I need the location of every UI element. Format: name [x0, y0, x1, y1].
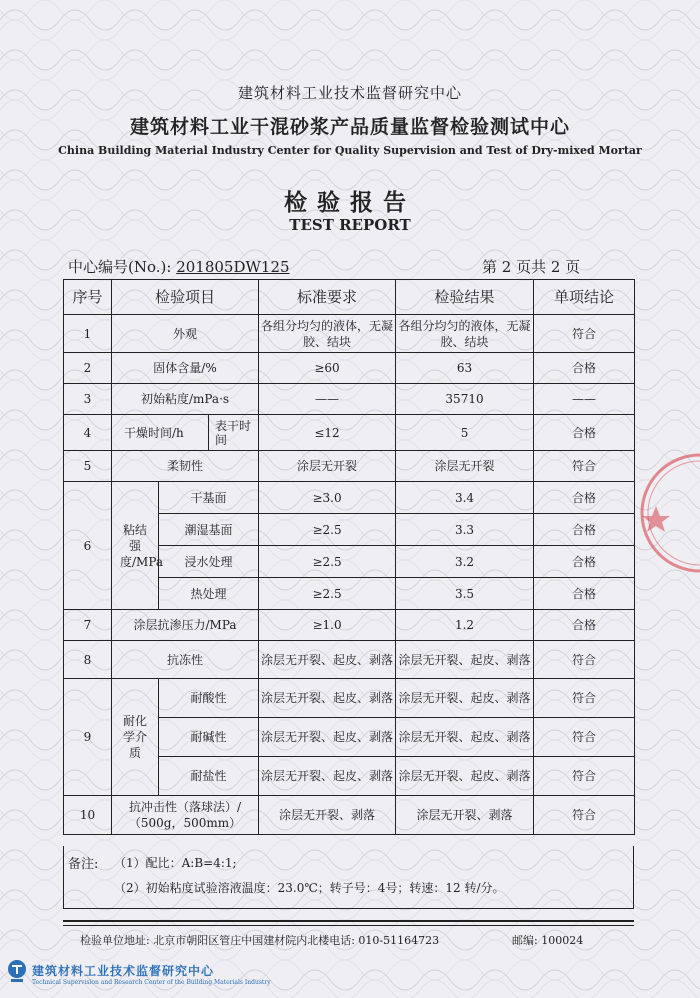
table-row	[64, 451, 635, 482]
result: 1.2	[396, 610, 534, 641]
footer-divider-thin	[63, 925, 634, 926]
table-row	[64, 482, 635, 514]
test-results-table	[63, 279, 635, 835]
result: 涂层无开裂、起皮、剥落	[396, 718, 534, 757]
center-name-english: China Building Material Industry Center for Quality Supervision and Test of Dry-mixed Mortar	[58, 144, 642, 157]
result: 3.3	[396, 514, 534, 546]
test-item	[112, 415, 259, 451]
conclusion: 符合	[534, 757, 635, 796]
table-row	[64, 353, 635, 384]
row-number: 1	[64, 315, 112, 353]
requirement: ≥3.0	[259, 482, 396, 514]
org-logo-icon	[6, 958, 28, 984]
row-number: 7	[64, 610, 112, 641]
row-number: 6	[64, 482, 112, 610]
sub-item: 表干时间	[208, 414, 258, 451]
requirement: ≤12	[259, 415, 396, 451]
conclusion: 符合	[534, 679, 635, 718]
requirement: 涂层无开裂、起皮、剥落	[259, 718, 396, 757]
report-title-english: TEST REPORT	[289, 216, 411, 234]
requirement: ≥1.0	[259, 610, 396, 641]
requirement: 涂层无开裂、剥落	[259, 796, 396, 835]
requirement: ≥60	[259, 353, 396, 384]
result: 35710	[396, 384, 534, 415]
conclusion: 合格	[534, 482, 635, 514]
test-item: 涂层抗渗压力/MPa	[112, 610, 259, 641]
row-number: 4	[64, 415, 112, 451]
row-number: 8	[64, 641, 112, 679]
row-number: 2	[64, 353, 112, 384]
result: 各组分均匀的液体，无凝胶、结块	[396, 315, 534, 353]
test-item: 耐化学介质	[112, 679, 159, 796]
requirement: ≥2.5	[259, 578, 396, 610]
table-row	[64, 384, 635, 415]
remark-line: （2）初始粘度试验溶液温度：23.0℃；转子号：4号；转速：12 转/分。	[114, 881, 505, 895]
footer-address: 检验单位地址: 北京市朝阳区管庄中国建材院内北楼电话: 010-51164723	[80, 934, 440, 947]
sub-item: 耐酸性	[159, 679, 259, 718]
row-number: 3	[64, 384, 112, 415]
test-item: 粘结强度/MPa	[112, 482, 159, 610]
sub-item: 潮湿基面	[159, 514, 259, 546]
table-row	[64, 679, 635, 718]
remarks-box	[63, 846, 634, 909]
requirement: ≥2.5	[259, 514, 396, 546]
table-row	[64, 415, 635, 451]
conclusion: 符合	[534, 451, 635, 482]
table-row	[64, 796, 635, 835]
requirement: 涂层无开裂、起皮、剥落	[259, 641, 396, 679]
result: 涂层无开裂	[396, 451, 534, 482]
remark-line: （1）配比：A:B=4:1;	[114, 856, 237, 870]
header-cell: 检验项目	[112, 280, 259, 315]
requirement: 涂层无开裂	[259, 451, 396, 482]
header-cell: 单项结论	[534, 280, 635, 315]
report-title: 检验报告	[284, 189, 416, 216]
test-item: 抗冻性	[112, 641, 259, 679]
report-number: 中心编号(No.): 201805DW125	[68, 258, 290, 276]
result: 3.2	[396, 546, 534, 578]
header-cell: 检验结果	[396, 280, 534, 315]
page-info: 第 2 页共 2 页	[482, 258, 581, 276]
org-name-english: Technical Supervision and Research Center of the Building Materials Industry	[32, 979, 271, 986]
row-number: 10	[64, 796, 112, 835]
row-number: 9	[64, 679, 112, 796]
conclusion: 合格	[534, 578, 635, 610]
result: 3.5	[396, 578, 534, 610]
report-number-value: 201805DW125	[176, 258, 290, 276]
conclusion: 合格	[534, 353, 635, 384]
conclusion: 符合	[534, 796, 635, 835]
table-row	[64, 610, 635, 641]
remarks-label: 备注:	[68, 857, 99, 872]
table-row	[64, 315, 635, 353]
result: 63	[396, 353, 534, 384]
red-seal-stamp-icon	[636, 438, 700, 588]
footer-divider	[63, 920, 634, 922]
conclusion: 合格	[534, 415, 635, 451]
test-item: 柔韧性	[112, 451, 259, 482]
footer-postcode: 邮编: 100024	[512, 934, 584, 947]
sub-item: 干基面	[159, 482, 259, 514]
test-item: 抗冲击性（落球法）/（500g，500mm）	[112, 796, 259, 835]
org-name: 建筑材料工业技术监督研究中心	[32, 964, 215, 978]
requirement: 涂层无开裂、起皮、剥落	[259, 679, 396, 718]
conclusion: 符合	[534, 718, 635, 757]
result: 5	[396, 415, 534, 451]
sub-item: 热处理	[159, 578, 259, 610]
result: 涂层无开裂、剥落	[396, 796, 534, 835]
test-center-name: 建筑材料工业干混砂浆产品质量监督检验测试中心	[129, 116, 570, 138]
sub-item: 耐盐性	[159, 757, 259, 796]
result: 3.4	[396, 482, 534, 514]
result: 涂层无开裂、起皮、剥落	[396, 757, 534, 796]
table-header-row	[64, 280, 635, 315]
requirement: 涂层无开裂、起皮、剥落	[259, 757, 396, 796]
test-item: 初始粘度/mPa·s	[112, 384, 259, 415]
conclusion: 合格	[534, 546, 635, 578]
sub-item: 浸水处理	[159, 546, 259, 578]
row-number: 5	[64, 451, 112, 482]
conclusion: 合格	[534, 610, 635, 641]
requirement: ≥2.5	[259, 546, 396, 578]
test-item: 固体含量/%	[112, 353, 259, 384]
conclusion: 符合	[534, 641, 635, 679]
result: 涂层无开裂、起皮、剥落	[396, 641, 534, 679]
test-item-label: 干燥时间/h	[124, 425, 184, 440]
conclusion: 符合	[534, 315, 635, 353]
sub-item: 耐碱性	[159, 718, 259, 757]
header-cell: 标准要求	[259, 280, 396, 315]
center-name: 建筑材料工业技术监督研究中心	[237, 84, 462, 102]
test-item: 外观	[112, 315, 259, 353]
requirement: 各组分均匀的液体，无凝胶、结块	[259, 315, 396, 353]
conclusion: ——	[534, 384, 635, 415]
header-cell: 序号	[64, 280, 112, 315]
table-row	[64, 641, 635, 679]
requirement: ——	[259, 384, 396, 415]
conclusion: 合格	[534, 514, 635, 546]
result: 涂层无开裂、起皮、剥落	[396, 679, 534, 718]
